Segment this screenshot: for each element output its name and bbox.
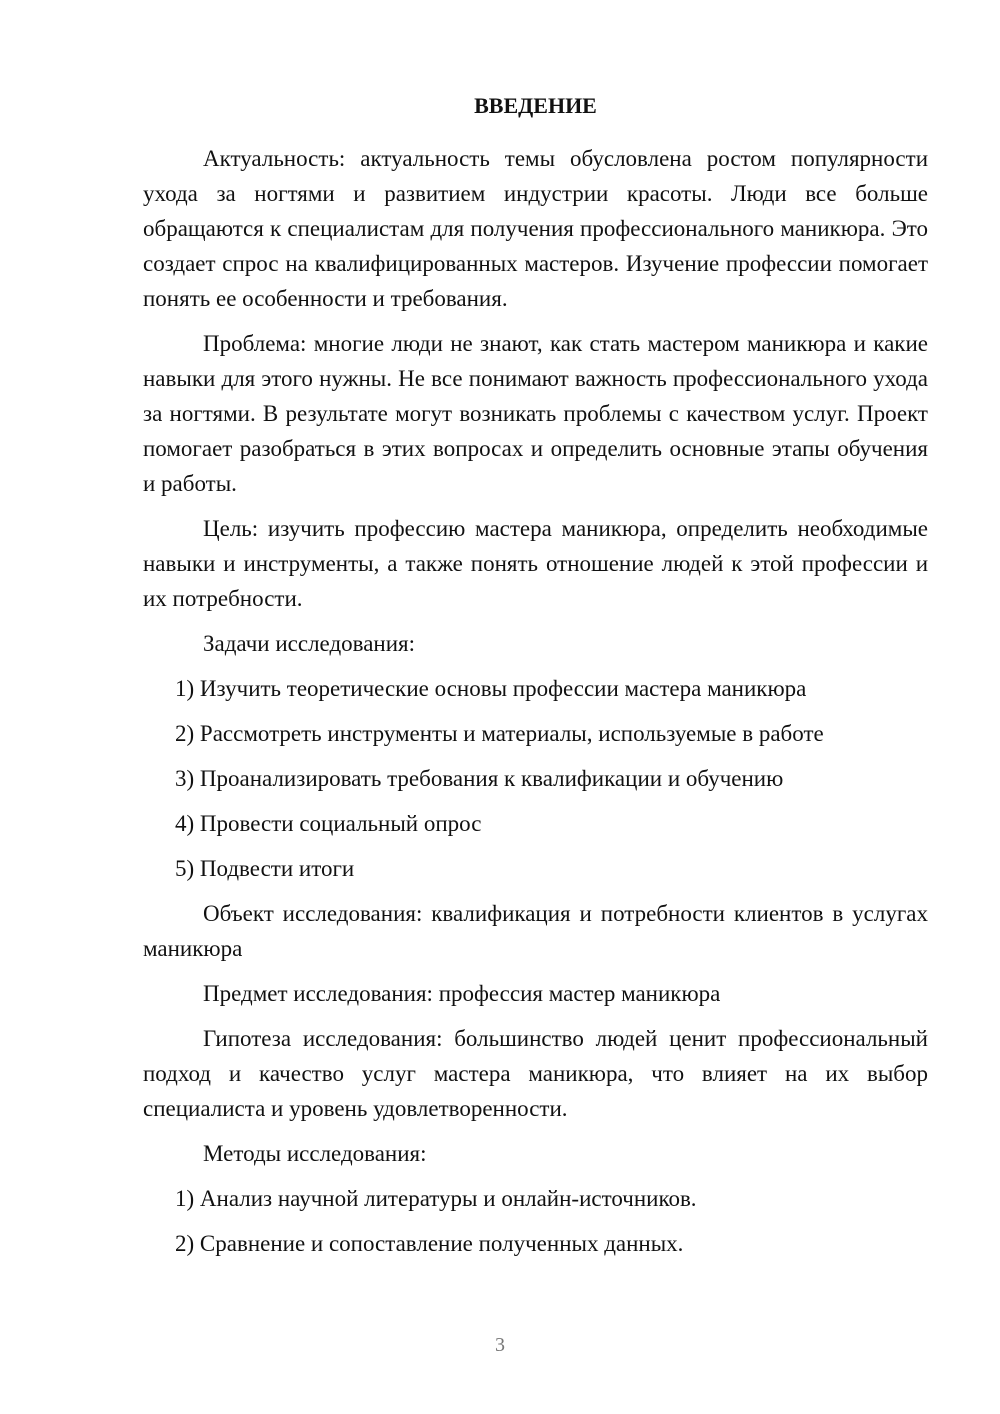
methods-list	[143, 1181, 928, 1261]
list-item: 1) Анализ научной литературы и онлайн-источников.	[175, 1186, 697, 1211]
tasks-label: Задачи исследования:	[203, 631, 416, 656]
tasks-list	[143, 671, 928, 886]
list-item: 2) Рассмотреть инструменты и материалы, используемые в работе	[175, 721, 824, 746]
document-page	[143, 91, 928, 1271]
subject-paragraph: Предмет исследования: профессия мастер маникюра	[203, 981, 721, 1006]
goal-paragraph: Цель: изучить профессию мастера маникюра, определить необходимые навыки и инструменты, а также понять отношение людей к этой профессии и их потребности.	[143, 516, 928, 611]
list-item: 5) Подвести итоги	[175, 856, 355, 881]
page-number: 3	[495, 1334, 505, 1356]
list-item: 3) Проанализировать требования к квалификации и обучению	[175, 766, 784, 791]
object-paragraph: Объект исследования: квалификация и потребности клиентов в услугах маникюра	[143, 901, 928, 961]
relevance-paragraph: Актуальность: актуальность темы обусловлена ростом популярности ухода за ногтями и развитием индустрии красоты. Люди все больше обращаются к специалистам для получения профессионального маникюра. Это создает спрос на квалифицированных мастеров. Изучение профессии помогает понять ее особенности и требования.	[143, 146, 928, 311]
list-item: 1) Изучить теоретические основы профессии мастера маникюра	[175, 676, 807, 701]
list-item: 4) Провести социальный опрос	[175, 811, 482, 836]
problem-paragraph: Проблема: многие люди не знают, как стать мастером маникюра и какие навыки для этого нужны. Не все понимают важность профессионального ухода за ногтями. В результате могут возникать проблемы с качеством услуг. Проект помогает разобраться в этих вопросах и определить основные этапы обучения и работы.	[143, 331, 928, 496]
methods-label: Методы исследования:	[203, 1141, 427, 1166]
hypothesis-paragraph: Гипотеза исследования: большинство людей ценит профессиональный подход и качество услуг мастера маникюра, что влияет на их выбор специалиста и уровень удовлетворенности.	[143, 1026, 928, 1121]
list-item: 2) Сравнение и сопоставление полученных данных.	[175, 1231, 684, 1256]
page-title: ВВЕДЕНИЕ	[474, 93, 597, 118]
